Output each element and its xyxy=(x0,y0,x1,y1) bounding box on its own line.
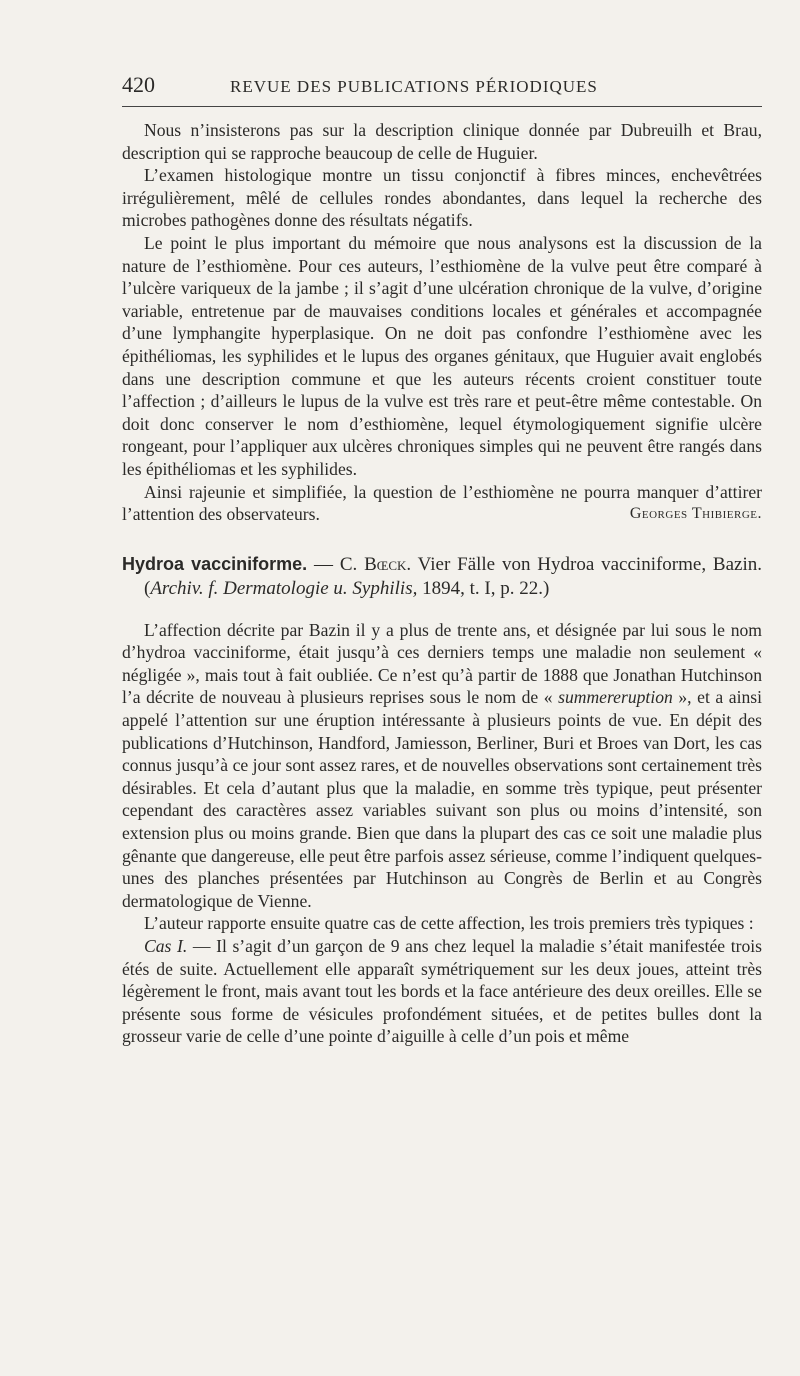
section-title xyxy=(122,552,762,601)
author-signature: Georges Thibierge. xyxy=(629,505,762,523)
running-title: REVUE DES PUBLICATIONS PÉRIODIQUES xyxy=(230,77,598,96)
paragraph: Nous n’insisterons pas sur la description clinique donnée par Dubreuilh et Brau, description qui se rapproche beaucoup de celle de Huguier. xyxy=(122,120,762,163)
journal-name: Archiv. f. Dermatologie u. Syphilis, xyxy=(150,577,418,599)
paragraph-text: — Il s’agit d’un garçon de 9 ans chez lequel la maladie s’était manifestée trois étés de suite. Actuellement elle apparaît symétriquement sur les deux joues, atteint très légèrement le front, mais avant tout les bords et la face antérieure des deux oreilles. Elle se présente sous forme de vésicules profondément situées, et de petites bulles dont la grosseur varie de celle d’une pointe d’aiguille à celle d’un pois et même xyxy=(122,936,762,1047)
paragraph-text: », et a ainsi appelé l’attention sur une éruption intéressante à plusieurs points de vue. En dépit des publications d’Hutchinson, Handford, Jamiesson, Berliner, Buri et Broes van Dort, les cas connus jusqu’à ce jour sont assez rares, et de nouvelles observations sont certainement très désirables. Et cela d’autant plus que la maladie, en somme très typique, peut présenter cependant des caractères assez variables suivant son plus ou moins d’intensité, son extension plus ou moins grande. Bien que dans la plupart des cas ce soit une maladie plus gênante que dangereuse, elle peut être parfois assez sérieuse, comme l’indiquent quelques-unes des planches présentées par Hutchinson au Congrès de Berlin et au Congrès dermatologique de Vienne. xyxy=(122,687,763,911)
paragraph: Le point le plus important du mémoire que nous analysons est la discussion de la nature de l’esthiomène. Pour ces auteurs, l’esthiomène de la vulve peut être comparé à l’ulcère variqueux de la jambe ; il s’agit d’une ulcération chronique de la vulve, d’origine variable, entretenue par de mauvaises conditions locales et générales et accompagnée d’une lymphangite hyperplasique. On ne doit pas confondre l’esthiomène avec les épithéliomas, les syphilides et le lupus des organes génitaux, que Huguier avait englobés dans une description commune et que les auteurs récents croient constituer toute l’affection ; d’ailleurs le lupus de la vulve est très rare et peut-être même contestable. On doit donc conserver le nom d’esthiomène, lequel étymologiquement signifie ulcère rongeant, pour l’appliquer aux ulcères chroniques simples qui ne peuvent être rangés dans les épithéliomas et les syphilides. xyxy=(122,232,762,479)
paragraph: L’auteur rapporte ensuite quatre cas de cette affection, les trois premiers très typiques : xyxy=(144,913,754,934)
author-name: Bœck. xyxy=(364,553,412,575)
paragraph xyxy=(122,935,762,1048)
case-label: Cas I. xyxy=(144,936,188,956)
page xyxy=(122,72,762,1048)
paragraph-text: L’affection décrite par Bazin il y a plus de trente ans, et désignée par lui sous le nom d’hydroa vacciniforme, était jusqu’à ces derniers temps une maladie non seulement « négligée », mais tout à fait oubliée. Ce n’est qu’à partir de 1888 que Jonathan Hutchinson l’a décrite de nouveau à plusieurs reprises sous le nom de « xyxy=(122,619,762,708)
paragraph xyxy=(122,481,762,526)
article-title: Vier Fälle von Hydroa vacciniforme, Bazin. ( xyxy=(144,553,762,599)
running-header xyxy=(122,72,762,107)
dash: — C. xyxy=(307,553,365,575)
paragraph-text: Ainsi rajeunie et simplifiée, la question de l’esthiomène ne pourra manquer d’attirer l’attention des observateurs. xyxy=(122,481,762,525)
section-heading: Hydroa vacciniforme. xyxy=(122,553,308,574)
page-number: 420 xyxy=(122,72,155,97)
citation: 1894, t. I, p. 22.) xyxy=(417,577,550,599)
italic-term: summereruption xyxy=(558,687,673,708)
paragraph: L’examen histologique montre un tissu conjonctif à fibres minces, enchevêtrées irrégulièrement, mêlé de cellules rondes abondantes, dans lequel la recherche des microbes pathogènes donne des résultats négatifs. xyxy=(122,165,762,231)
paragraph xyxy=(122,619,762,913)
